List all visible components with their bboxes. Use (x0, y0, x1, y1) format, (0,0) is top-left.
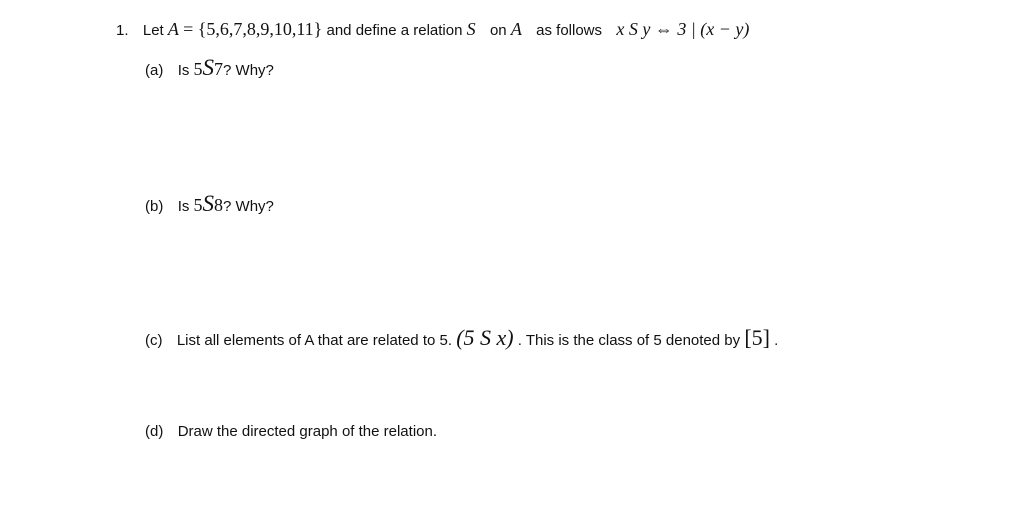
question-number: 1. (116, 22, 129, 39)
part-c-end: . (774, 332, 779, 349)
question-intro-mid: and define a relation (326, 22, 463, 39)
part-b-is: Is (177, 198, 190, 215)
part-a-rel: S (202, 55, 215, 80)
part-c-class: [5] (744, 325, 770, 350)
question-on: on (489, 22, 507, 39)
part-c-label: (c) (145, 332, 163, 349)
relation-name: S (466, 19, 476, 39)
part-d (145, 421, 437, 443)
part-b-right: 8 (214, 195, 224, 215)
part-b-rel: S (202, 191, 215, 216)
question-as-follows: as follows (536, 22, 603, 39)
part-a-tail: ? Why? (223, 62, 274, 79)
part-a-label: (a) (145, 62, 164, 79)
part-a (145, 57, 274, 82)
part-b-tail: ? Why? (223, 198, 274, 215)
part-d-label: (d) (145, 423, 164, 440)
set-definition: = {5,6,7,8,9,10,11} (183, 19, 323, 39)
on-set: A (510, 19, 522, 39)
part-b (145, 193, 274, 218)
question-let: Let (142, 22, 164, 39)
part-d-text: Draw the directed graph of the relation. (177, 423, 438, 440)
part-b-label: (b) (145, 198, 164, 215)
part-a-left: 5 (193, 59, 203, 79)
part-c-text: List all elements of A that are related to 5. (176, 332, 453, 349)
set-name: A (167, 19, 179, 39)
part-a-right: 7 (214, 59, 224, 79)
part-c (145, 327, 778, 352)
part-c-expr: (5 S x) (456, 325, 514, 350)
part-b-left: 5 (193, 195, 203, 215)
relation-rule: x S y ⇔ 3 | (x − y) (616, 19, 750, 39)
part-a-is: Is (177, 62, 190, 79)
question-line (116, 18, 749, 42)
part-c-text2: . This is the class of 5 denoted by (517, 332, 741, 349)
